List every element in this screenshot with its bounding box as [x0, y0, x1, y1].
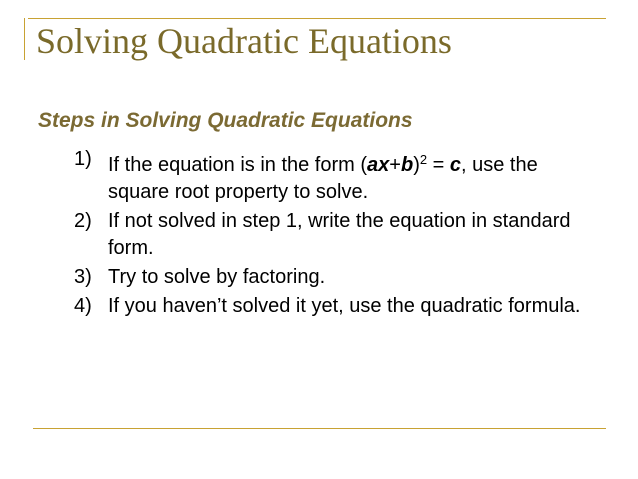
- bottom-rule: [33, 428, 606, 429]
- formula-ax: ax: [367, 154, 390, 176]
- step-text-before: If the equation is in the form (: [108, 154, 368, 176]
- step-1: [74, 146, 594, 206]
- step-text-after: , use the square root property to solve.: [108, 154, 538, 203]
- step-number: 1): [74, 148, 92, 170]
- step-text: If you haven’t solved it yet, use the quadratic formula.: [108, 295, 581, 317]
- formula-equals: =: [427, 154, 450, 176]
- formula-close-paren: ): [413, 154, 420, 176]
- step-number: 2): [74, 210, 92, 232]
- title-accent-vertical-rule: [24, 18, 25, 60]
- step-text: [108, 154, 538, 203]
- step-number: 4): [74, 295, 92, 317]
- formula-b: b: [400, 154, 414, 176]
- step-4: [74, 293, 594, 320]
- step-number: 3): [74, 266, 92, 288]
- slide-subtitle: Steps in Solving Quadratic Equations: [38, 109, 413, 132]
- formula-plus: +: [389, 154, 401, 176]
- slide-title: Solving Quadratic Equations: [36, 21, 452, 61]
- step-text: If not solved in step 1, write the equation in standard form.: [108, 210, 571, 259]
- formula-c: c: [449, 154, 462, 176]
- steps-list: [74, 146, 594, 322]
- step-text: Try to solve by factoring.: [108, 266, 326, 288]
- formula-exponent: 2: [419, 152, 428, 167]
- step-2: [74, 208, 594, 262]
- step-3: [74, 264, 594, 291]
